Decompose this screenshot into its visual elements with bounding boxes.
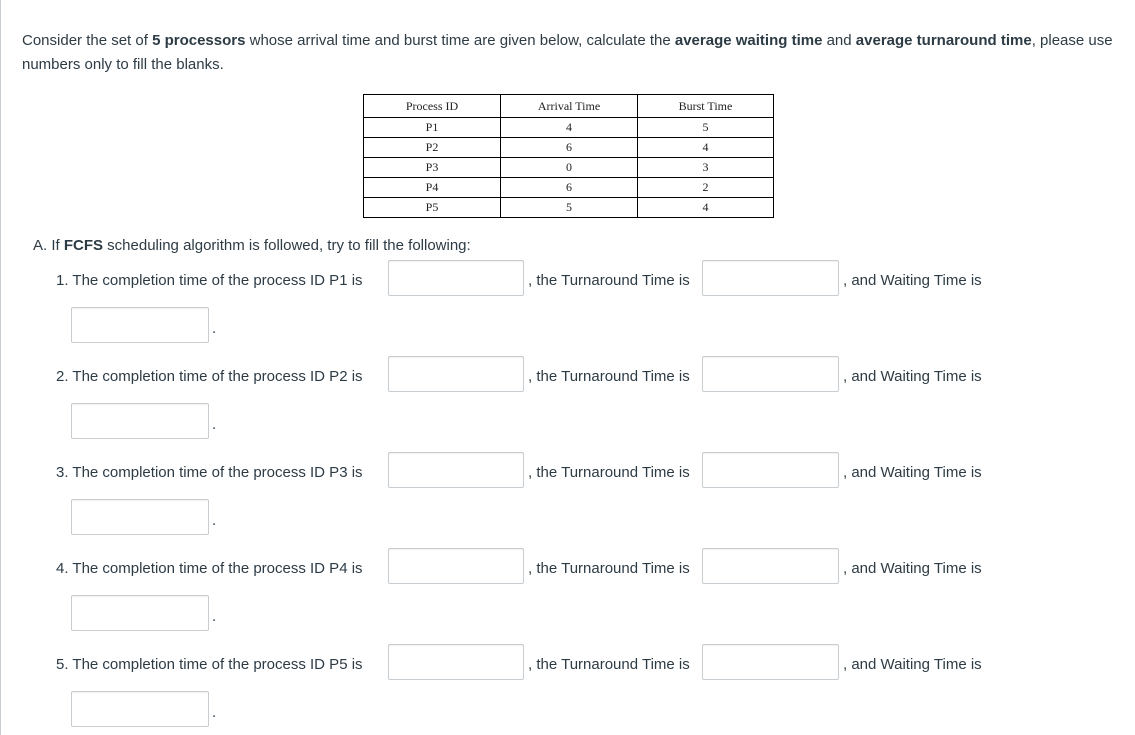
turnaround-label: , the Turnaround Time is — [528, 464, 690, 481]
intro-text: whose arrival time and burst time are given below, calculate the — [245, 32, 675, 49]
table-cell: P3 — [364, 158, 501, 178]
part-a-label — [33, 236, 471, 256]
p5-completion-input[interactable] — [388, 644, 524, 680]
p5-waiting-input[interactable] — [71, 691, 209, 727]
table-cell: 4 — [638, 198, 774, 218]
table-row — [364, 178, 774, 198]
table-cell: P2 — [364, 138, 501, 158]
table-cell: 0 — [501, 158, 638, 178]
table-row — [364, 138, 774, 158]
turnaround-label: , the Turnaround Time is — [528, 656, 690, 673]
question-3-text: 3. The completion time of the process ID P3 is — [56, 464, 363, 481]
column-header-burst-time: Burst Time — [638, 95, 774, 118]
p2-completion-input[interactable] — [388, 356, 524, 392]
question-2-text: 2. The completion time of the process ID P2 is — [56, 368, 363, 385]
p2-turnaround-input[interactable] — [702, 356, 839, 392]
sentence-end-period: . — [212, 320, 217, 337]
waiting-label: , and Waiting Time is — [843, 272, 982, 289]
waiting-label: , and Waiting Time is — [843, 464, 982, 481]
p4-waiting-input[interactable] — [71, 595, 209, 631]
part-a-algorithm: FCFS — [63, 237, 104, 254]
intro-text: Consider the set of — [22, 32, 153, 49]
p4-completion-input[interactable] — [388, 548, 524, 584]
p4-turnaround-input[interactable] — [702, 548, 839, 584]
p2-waiting-input[interactable] — [71, 403, 209, 439]
table-cell: 6 — [501, 178, 638, 198]
waiting-label: , and Waiting Time is — [843, 560, 982, 577]
p3-waiting-input[interactable] — [71, 499, 209, 535]
turnaround-label: , the Turnaround Time is — [528, 560, 690, 577]
part-a-prefix: A. If — [33, 237, 64, 254]
turnaround-label: , the Turnaround Time is — [528, 272, 690, 289]
intro-text: and — [822, 32, 856, 49]
table-cell: P1 — [364, 118, 501, 138]
intro-text: , please use numbers only to fill the blanks. — [22, 32, 1113, 73]
table-header-row — [364, 95, 774, 118]
sentence-end-period: . — [212, 512, 217, 529]
p3-turnaround-input[interactable] — [702, 452, 839, 488]
table-cell: P5 — [364, 198, 501, 218]
table-row — [364, 118, 774, 138]
table-cell: 5 — [501, 198, 638, 218]
intro-bold-avg-waiting: average waiting time — [674, 32, 823, 49]
part-a-suffix: scheduling algorithm is followed, try to fill the following: — [103, 237, 471, 254]
waiting-label: , and Waiting Time is — [843, 368, 982, 385]
question-1-text: 1. The completion time of the process ID P1 is — [56, 272, 363, 289]
sentence-end-period: . — [212, 416, 217, 433]
p1-waiting-input[interactable] — [71, 307, 209, 343]
table-cell: P4 — [364, 178, 501, 198]
page-left-border — [0, 0, 1, 735]
intro-bold-processors: 5 processors — [152, 32, 246, 49]
question-5-text: 5. The completion time of the process ID P5 is — [56, 656, 363, 673]
sentence-end-period: . — [212, 704, 217, 721]
sentence-end-period: . — [212, 608, 217, 625]
waiting-label: , and Waiting Time is — [843, 656, 982, 673]
table-cell: 2 — [638, 178, 774, 198]
table-cell: 6 — [501, 138, 638, 158]
column-header-arrival-time: Arrival Time — [501, 95, 638, 118]
p1-completion-input[interactable] — [388, 260, 524, 296]
p5-turnaround-input[interactable] — [702, 644, 839, 680]
question-4-text: 4. The completion time of the process ID P4 is — [56, 560, 363, 577]
table-row — [364, 198, 774, 218]
p1-turnaround-input[interactable] — [702, 260, 839, 296]
table-row — [364, 158, 774, 178]
p3-completion-input[interactable] — [388, 452, 524, 488]
intro-bold-avg-turnaround: average turnaround time — [855, 32, 1032, 49]
turnaround-label: , the Turnaround Time is — [528, 368, 690, 385]
column-header-process-id: Process ID — [364, 95, 501, 118]
table-cell: 3 — [638, 158, 774, 178]
table-cell: 4 — [501, 118, 638, 138]
table-cell: 5 — [638, 118, 774, 138]
question-intro — [22, 29, 1122, 77]
process-table — [363, 94, 774, 218]
table-cell: 4 — [638, 138, 774, 158]
